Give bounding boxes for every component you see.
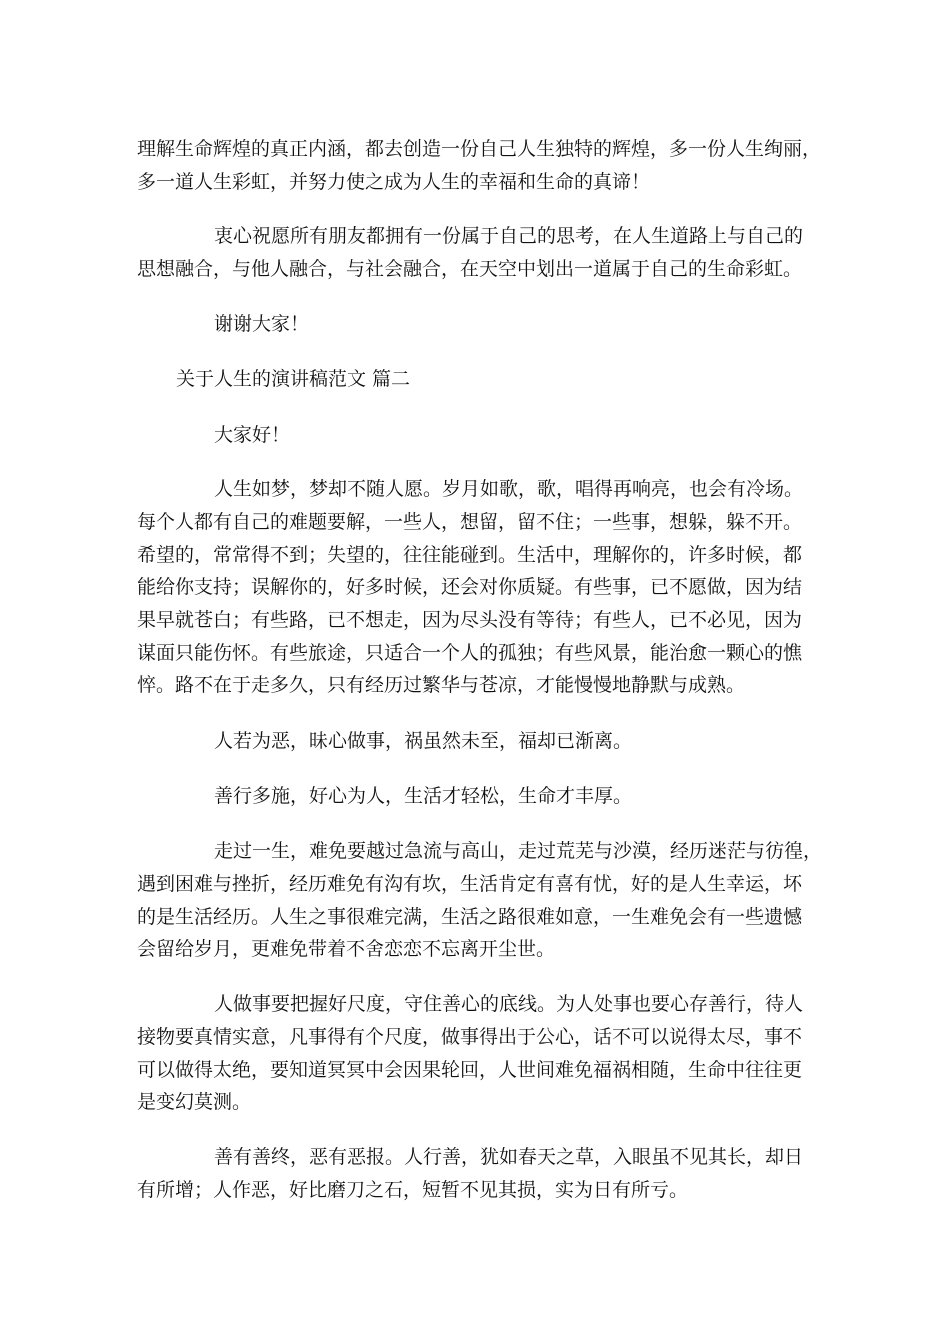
text-line: 果早就苍白；有些路，已不想走，因为尽头没有等待；有些人，已不必见，因为 bbox=[137, 609, 803, 631]
text-line: 人做事要把握好尺度，守住善心的底线。为人处事也要心存善行，待人 bbox=[214, 993, 804, 1015]
text-line: 能给你支持；误解你的，好多时候，还会对你质疑。有些事，已不愿做，因为结 bbox=[137, 576, 803, 598]
heading-text: 关于人生的演讲稿范文 篇二 bbox=[176, 368, 411, 390]
text-line: 的是生活经历。人生之事很难完满，生活之路很难如意，一生难免会有一些遗憾 bbox=[137, 906, 803, 928]
text-line: 是变幻莫测。 bbox=[137, 1091, 252, 1113]
text-line: 走过一生，难免要越过急流与高山，走过荒芜与沙漠，经历迷茫与彷徨， bbox=[214, 840, 823, 862]
text-line: 接物要真情实意，凡事得有个尺度，做事得出于公心，话不可以说得太尽，事不 bbox=[137, 1026, 803, 1048]
text-line: 可以做得太绝，要知道冥冥中会因果轮回，人世间难免福祸相随，生命中往往更 bbox=[137, 1059, 803, 1081]
text-line: 希望的，常常得不到；失望的，往往能碰到。生活中，理解你的，许多时候，都 bbox=[137, 544, 803, 566]
text-line: 谋面只能伤怀。有些旅途，只适合一个人的孤独；有些风景，能治愈一颗心的憔 bbox=[137, 642, 803, 664]
text-line: 遇到困难与挫折，经历难免有沟有坎，生活肯定有喜有忧，好的是人生幸运，坏 bbox=[137, 873, 803, 895]
text-line: 思想融合，与他人融合，与社会融合，在天空中划出一道属于自己的生命彩虹。 bbox=[137, 258, 803, 280]
text-line: 理解生命辉煌的真正内涵，都去创造一份自己人生独特的辉煌，多一份人生绚丽， bbox=[137, 138, 822, 160]
text-line: 每个人都有自己的难题要解，一些人，想留，留不住；一些事，想躲，躲不开。 bbox=[137, 511, 803, 533]
text-line: 悴。路不在于走多久，只有经历过繁华与苍凉，才能慢慢地静默与成熟。 bbox=[137, 674, 746, 696]
text-line: 人生如梦，梦却不随人愿。岁月如歌，歌，唱得再响亮，也会有冷场。 bbox=[214, 478, 804, 500]
text-line: 会留给岁月，更难免带着不舍恋恋不忘离开尘世。 bbox=[137, 938, 556, 960]
text-line: 有所增；人作恶，好比磨刀之石，短暂不见其损，实为日有所亏。 bbox=[137, 1179, 689, 1201]
text-line: 谢谢大家！ bbox=[214, 313, 310, 335]
text-line: 人若为恶，昧心做事，祸虽然未至，福却已渐离。 bbox=[214, 730, 633, 752]
text-line: 大家好！ bbox=[214, 424, 291, 446]
text-line: 善有善终，恶有恶报。人行善，犹如春天之草，入眼虽不见其长，却日 bbox=[214, 1146, 804, 1168]
text-line: 善行多施，好心为人，生活才轻松，生命才丰厚。 bbox=[214, 785, 633, 807]
text-line: 多一道人生彩虹，并努力使之成为人生的幸福和生命的真谛！ bbox=[137, 171, 651, 193]
text-line: 衷心祝愿所有朋友都拥有一份属于自己的思考，在人生道路上与自己的 bbox=[214, 225, 804, 247]
